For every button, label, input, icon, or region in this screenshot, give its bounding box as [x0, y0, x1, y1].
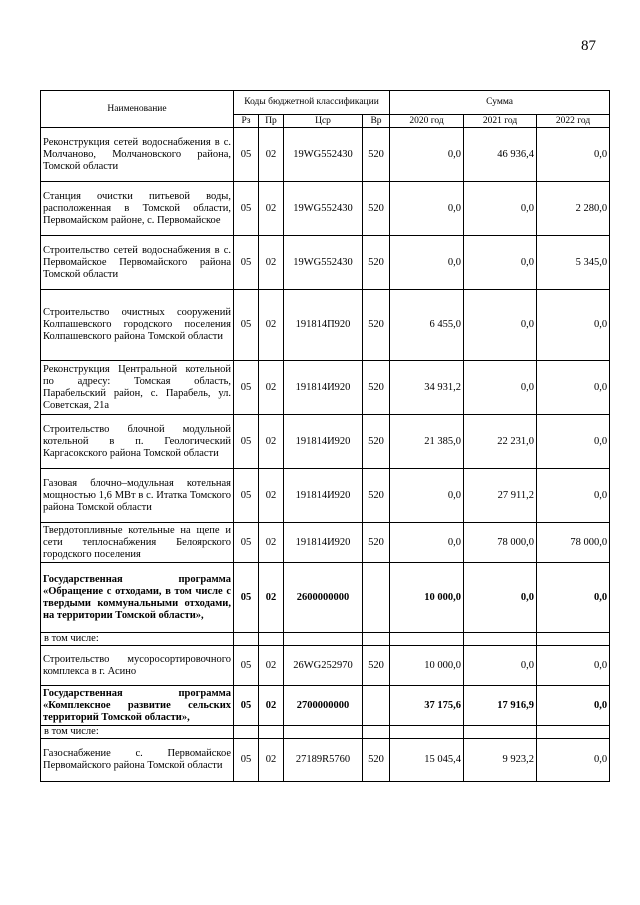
row-2020: 21 385,0	[390, 415, 464, 469]
row-vr: 520	[363, 646, 390, 686]
table-row	[41, 182, 610, 236]
row-rz: 05	[234, 361, 259, 415]
row-pr: 02	[259, 236, 284, 290]
table-row	[41, 415, 610, 469]
row-rz: 05	[234, 128, 259, 182]
row-pr: 02	[259, 739, 284, 782]
table-row	[41, 469, 610, 523]
row-2022: 5 345,0	[537, 236, 610, 290]
row-pr: 02	[259, 523, 284, 563]
row-vr: 520	[363, 236, 390, 290]
header-name: Наименование	[41, 91, 234, 128]
row-csr: 191814И920	[284, 523, 363, 563]
header-vr: Вр	[363, 115, 390, 128]
row-vr: 520	[363, 182, 390, 236]
row-2021: 22 231,0	[464, 415, 537, 469]
header-codes: Коды бюджетной классификации	[234, 91, 390, 115]
row-2022: 78 000,0	[537, 523, 610, 563]
row-vr: 520	[363, 128, 390, 182]
row-rz: 05	[234, 290, 259, 361]
table-row	[41, 686, 610, 726]
header-csr: Цср	[284, 115, 363, 128]
table-row	[41, 236, 610, 290]
table-row	[41, 739, 610, 782]
table-row	[41, 290, 610, 361]
row-csr: 19WG552430	[284, 182, 363, 236]
row-name: Реконструкция сетей водоснабжения в с. Молчаново, Молчановского района, Томской области	[41, 128, 234, 182]
row-name: Строительство очистных сооружений Колпашевского городского поселения Колпашевского района Томской области	[41, 290, 234, 361]
row-pr: 02	[259, 646, 284, 686]
row-name: Строительство сетей водоснабжения в с. Первомайское Первомайского района Томской области	[41, 236, 234, 290]
row-2022: 0,0	[537, 469, 610, 523]
row-2020: 34 931,2	[390, 361, 464, 415]
row-2022: 0,0	[537, 128, 610, 182]
row-2021: 27 911,2	[464, 469, 537, 523]
row-2021: 0,0	[464, 361, 537, 415]
table-row	[41, 361, 610, 415]
row-csr: 191814И920	[284, 469, 363, 523]
row-2021: 0,0	[464, 182, 537, 236]
row-2021: 0,0	[464, 563, 537, 633]
row-csr: 26WG252970	[284, 646, 363, 686]
row-2020: 0,0	[390, 469, 464, 523]
table-row	[41, 128, 610, 182]
row-2021: 78 000,0	[464, 523, 537, 563]
header-2021: 2021 год	[464, 115, 537, 128]
row-2020: 15 045,4	[390, 739, 464, 782]
row-2020: 37 175,6	[390, 686, 464, 726]
header-2022: 2022 год	[537, 115, 610, 128]
row-2020: 10 000,0	[390, 646, 464, 686]
row-pr: 02	[259, 686, 284, 726]
row-2022: 0,0	[537, 361, 610, 415]
row-name: Газоснабжение с. Первомайское Первомайского района Томской области	[41, 739, 234, 782]
row-rz: 05	[234, 739, 259, 782]
row-csr: 2700000000	[284, 686, 363, 726]
row-2021: 9 923,2	[464, 739, 537, 782]
row-name: Государственная программа «Обращение с отходами, в том числе с твердыми коммунальными отходами, на территории Томской области»,	[41, 563, 234, 633]
table-row	[41, 523, 610, 563]
row-vr: 520	[363, 739, 390, 782]
row-name: Строительство блочной модульной котельной в п. Геологический Каргасокского района Томской области	[41, 415, 234, 469]
row-vr: 520	[363, 415, 390, 469]
row-2020: 0,0	[390, 523, 464, 563]
row-pr: 02	[259, 290, 284, 361]
table-row	[41, 726, 610, 739]
page-number: 87	[581, 38, 596, 54]
row-pr: 02	[259, 361, 284, 415]
row-2022: 0,0	[537, 739, 610, 782]
row-pr: 02	[259, 128, 284, 182]
row-2022: 0,0	[537, 646, 610, 686]
table-row	[41, 563, 610, 633]
row-2020: 0,0	[390, 236, 464, 290]
budget-table	[40, 90, 610, 782]
table-row	[41, 646, 610, 686]
row-rz: 05	[234, 469, 259, 523]
row-pr: 02	[259, 182, 284, 236]
header-2020: 2020 год	[390, 115, 464, 128]
row-csr: 191814И920	[284, 415, 363, 469]
table-row	[41, 633, 610, 646]
row-vr: 520	[363, 361, 390, 415]
row-vr	[363, 563, 390, 633]
row-rz: 05	[234, 415, 259, 469]
row-2022: 0,0	[537, 686, 610, 726]
row-rz: 05	[234, 686, 259, 726]
row-vr	[363, 686, 390, 726]
row-2020: 0,0	[390, 182, 464, 236]
row-vr: 520	[363, 290, 390, 361]
row-csr: 19WG552430	[284, 128, 363, 182]
row-name: Газовая блочно–модульная котельная мощностью 1,6 МВт в с. Итатка Томского района Томской области	[41, 469, 234, 523]
row-2020: 10 000,0	[390, 563, 464, 633]
row-2021: 17 916,9	[464, 686, 537, 726]
row-2021: 0,0	[464, 290, 537, 361]
row-csr: 191814И920	[284, 361, 363, 415]
row-pr: 02	[259, 469, 284, 523]
row-2021: 0,0	[464, 646, 537, 686]
row-csr: 191814П920	[284, 290, 363, 361]
header-pr: Пр	[259, 115, 284, 128]
row-2022: 0,0	[537, 563, 610, 633]
row-name: Государственная программа «Комплексное развитие сельских территорий Томской области»,	[41, 686, 234, 726]
row-csr: 27189R5760	[284, 739, 363, 782]
row-vr: 520	[363, 523, 390, 563]
row-rz: 05	[234, 563, 259, 633]
row-2020: 6 455,0	[390, 290, 464, 361]
row-name: Твердотопливные котельные на щепе и сети теплоснабжения Белоярского городского поселения	[41, 523, 234, 563]
row-name: Станция очистки питьевой воды, расположенная в Томской области, Первомайском районе, с. Первомайское	[41, 182, 234, 236]
row-name: в том числе:	[41, 726, 234, 739]
row-2021: 0,0	[464, 236, 537, 290]
row-rz: 05	[234, 182, 259, 236]
row-pr: 02	[259, 563, 284, 633]
row-rz: 05	[234, 646, 259, 686]
header-rz: Рз	[234, 115, 259, 128]
row-name: Строительство мусоросортировочного комплекса в г. Асино	[41, 646, 234, 686]
row-name: в том числе:	[41, 633, 234, 646]
header-sum: Сумма	[390, 91, 610, 115]
row-2022: 0,0	[537, 290, 610, 361]
row-vr: 520	[363, 469, 390, 523]
row-rz: 05	[234, 523, 259, 563]
row-2022: 0,0	[537, 415, 610, 469]
row-2022: 2 280,0	[537, 182, 610, 236]
row-2021: 46 936,4	[464, 128, 537, 182]
row-csr: 19WG552430	[284, 236, 363, 290]
row-rz: 05	[234, 236, 259, 290]
row-pr: 02	[259, 415, 284, 469]
row-name: Реконструкция Центральной котельной по адресу: Томская область, Парабельский район, с. Парабель, ул. Советская, 21а	[41, 361, 234, 415]
row-2020: 0,0	[390, 128, 464, 182]
row-csr: 2600000000	[284, 563, 363, 633]
